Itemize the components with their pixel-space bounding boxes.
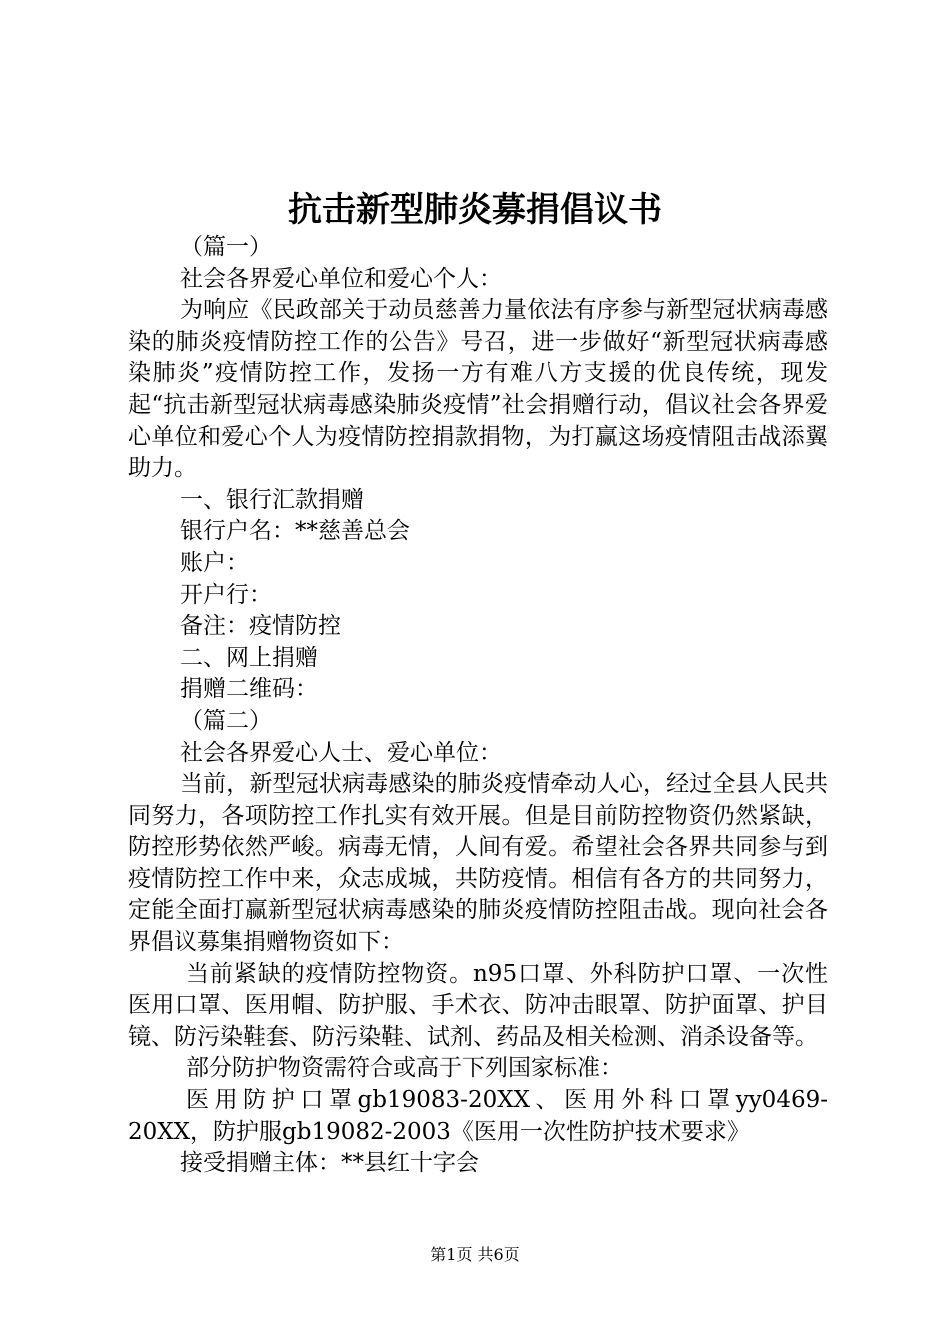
paragraph: 为响应《民政部关于动员慈善力量依法有序参与新型冠状病毒感染的肺炎疫情防控工作的公告》号召，进一步做好“新型冠状病毒感染肺炎”疫情防控工作，发扬一方有难八方支援的优良传统，现发起“抗击新型冠状病毒感染肺炎疫情”社会捐赠行动，倡议社会各界爱心单位和爱心个人为疫情防控捐款捐物，为打赢这场疫情阻击战添翼助力。	[128, 297, 828, 482]
paragraph: 社会各界爱心单位和爱心个人：	[180, 265, 502, 292]
paragraph: 一、银行汇款捐赠	[180, 486, 364, 513]
paragraph: （篇一）	[180, 234, 272, 260]
paragraph: 捐赠二维码：	[180, 676, 318, 703]
paragraph: （篇二）	[180, 707, 272, 734]
paragraph: 当前紧缺的疫情防控物资。n95口罩、外科防护口罩、一次性医用口罩、医用帽、防护服、手术衣、防冲击眼罩、防护面罩、护目镜、防污染鞋套、防污染鞋、试剂、药品及相关检测、消杀设备等。	[128, 960, 828, 1050]
paragraph: 备注：疫情防控	[180, 613, 341, 640]
paragraph: 当前，新型冠状病毒感染的肺炎疫情牵动人心，经过全县人民共同努力，各项防控工作扎实有效开展。但是目前防控物资仍然紧缺，防控形势依然严峻。病毒无情，人间有爱。希望社会各界共同参与到疫情防控工作中来，众志成城，共防疫情。相信有各方的共同努力，定能全面打赢新型冠状病毒感染的肺炎疫情防控阻击战。现向社会各界倡议募集捐赠物资如下：	[128, 771, 828, 956]
document-title: 抗击新型肺炎募捐倡议书	[288, 190, 662, 230]
paragraph: 银行户名：**慈善总会	[180, 518, 410, 545]
paragraph: 二、网上捐赠	[180, 644, 318, 671]
page-footer: 第1页 共6页	[430, 1245, 520, 1264]
document-body	[128, 232, 828, 1180]
paragraph: 账户：	[180, 549, 249, 576]
paragraph: 医用防护口罩gb19083-20XX、医用外科口罩yy0469-20XX，防护服gb19082-2003《医用一次性防护技术要求》	[128, 1087, 828, 1145]
paragraph: 部分防护物资需符合或高于下列国家标准：	[186, 1055, 623, 1082]
paragraph: 开户行：	[180, 581, 272, 608]
paragraph: 接受捐赠主体：**县红十字会	[180, 1150, 479, 1177]
paragraph: 社会各界爱心人士、爱心单位：	[180, 739, 502, 766]
